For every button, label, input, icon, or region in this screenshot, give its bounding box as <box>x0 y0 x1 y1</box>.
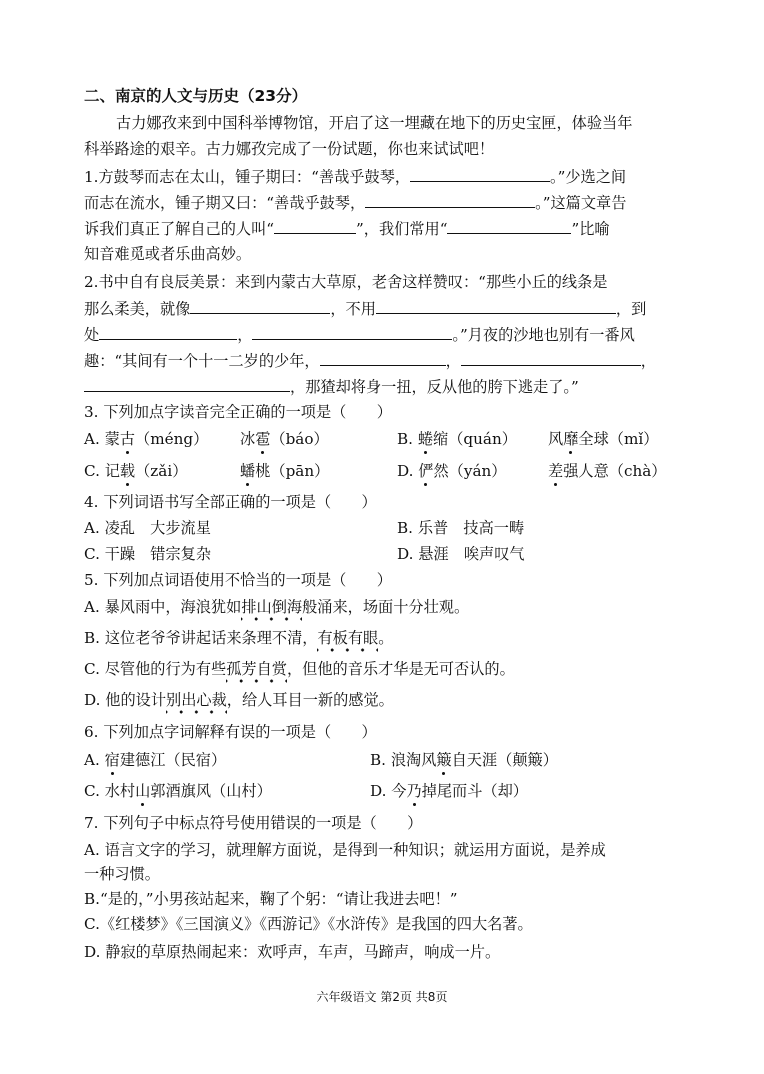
dotted-char: 蜷 <box>417 430 434 448</box>
intro-line-1: 古力娜孜来到中国科举博物馆，开启了这一埋藏在地下的历史宝匣，体验当年 <box>116 114 633 132</box>
answer-blank[interactable] <box>447 218 571 234</box>
answer-blank[interactable] <box>410 166 550 182</box>
dotted-char: 古 <box>119 430 135 448</box>
answer-blank[interactable] <box>274 218 356 234</box>
answer-blank[interactable] <box>365 192 535 208</box>
q3-option-a2: 冰雹（báo） <box>240 430 329 448</box>
q6-option-d[interactable]: D. 今乃掉尾而斗（却） <box>370 782 528 800</box>
answer-blank[interactable] <box>461 350 641 366</box>
q1-text: 1.方鼓琴而志在太山，锺子期曰：“善哉乎鼓琴， <box>84 168 411 186</box>
answer-blank[interactable] <box>252 324 452 340</box>
q3-option-c2: 蟠桃（pān） <box>240 462 330 480</box>
dotted-char: 差 <box>548 462 564 480</box>
q5-option-c[interactable]: C. 尽管他的行为有些孤芳自赏，但他的音乐才华是无可否认的。 <box>84 659 515 679</box>
q7-option-c[interactable]: C.《红楼梦》《三国演义》《西游记》《水浒传》是我国的四大名著。 <box>84 915 533 933</box>
q4-option-c[interactable]: C. 干躁 错宗复杂 <box>84 545 212 563</box>
dotted-char: 俨 <box>418 462 434 480</box>
q2-text: 处 <box>84 326 100 344</box>
q1-text: 而志在流水，锺子期又曰：“善哉乎鼓琴， <box>84 194 366 212</box>
section-title: 二、南京的人文与历史（23分） <box>84 87 308 105</box>
q7-option-d[interactable]: D. 静寂的草原热闹起来：欢呼声，车声，马蹄声，响成一片。 <box>84 943 501 961</box>
q6-option-b[interactable]: B. 浪淘风簸自天涯（颠簸） <box>370 751 558 769</box>
q3-option-d1[interactable]: D. 俨然（yán） <box>397 462 507 480</box>
answer-blank[interactable] <box>376 298 616 314</box>
dotted-word: 有板有眼 <box>317 629 378 652</box>
q3-row-cd <box>84 461 684 481</box>
dotted-char: 靡 <box>563 430 579 448</box>
q2-line-2 <box>84 298 646 319</box>
answer-blank[interactable] <box>320 350 446 366</box>
q2-text: ，到 <box>615 300 647 318</box>
q1-text: ”，我们常用“ <box>356 220 448 238</box>
q5-stem: 5. 下列加点词语使用不恰当的一项是（ ） <box>84 571 392 589</box>
q3-option-b1[interactable]: B. 蜷缩（quán） <box>397 430 517 448</box>
q2-text: ， <box>445 352 461 370</box>
q1-line-1 <box>84 166 626 187</box>
q1-line-2 <box>84 192 626 213</box>
q7-stem: 7. 下列句子中标点符号使用错误的一项是（ ） <box>84 814 423 832</box>
q3-option-a1[interactable]: A. 蒙古（méng） <box>84 430 209 448</box>
q2-text: ，那猹却将身一扭，反从他的胯下逃走了。” <box>290 378 579 396</box>
q1-line-3 <box>84 218 610 239</box>
answer-blank[interactable] <box>190 298 330 314</box>
q1-text: 诉我们真正了解自己的人叫“ <box>84 220 275 238</box>
q3-option-c1[interactable]: C. 记载（zǎi） <box>84 462 188 480</box>
q3-row-ab <box>84 429 684 449</box>
intro-line-2: 科举路途的艰辛。古力娜孜完成了一份试题，你也来试试吧！ <box>84 140 495 158</box>
dotted-char: 山 <box>135 782 151 800</box>
q1-text: ”比喻 <box>571 220 610 238</box>
q5-option-a[interactable]: A. 暴风雨中，海浪犹如排山倒海般涌来，场面十分壮观。 <box>84 597 469 617</box>
q3-option-b2: 风靡全球（mǐ） <box>548 430 659 448</box>
q4-option-d[interactable]: D. 悬涯 唉声叹气 <box>397 545 525 563</box>
q1-text: 。”这篇文章告 <box>535 194 627 212</box>
dotted-word: 别出心裁 <box>166 691 227 714</box>
q2-text: 那么柔美，就像 <box>84 300 191 318</box>
q6-option-a[interactable]: A. 宿建德江（民宿） <box>84 751 227 769</box>
q2-text: 。”月夜的沙地也别有一番风 <box>452 326 635 344</box>
q4-option-b[interactable]: B. 乐普 技高一畴 <box>397 519 525 537</box>
q1-line-4: 知音难觅或者乐曲高妙。 <box>84 245 252 263</box>
q2-line-3 <box>84 324 635 345</box>
q2-line-1: 2.书中自有良辰美景：来到内蒙古大草原，老舍这样赞叹：“那些小丘的线条是 <box>84 273 608 291</box>
q6-stem: 6. 下列加点字词解释有误的一项是（ ） <box>84 723 377 741</box>
q7-option-a-cont: 一种习惯。 <box>84 865 160 883</box>
page-footer: 六年级语文 第2页 共8页 <box>316 990 448 1004</box>
q3-stem: 3. 下列加点字读音完全正确的一项是（ ） <box>84 403 392 421</box>
q7-option-b[interactable]: B.“是的，”小男孩站起来，鞠了个躬：“请让我进去吧！” <box>84 890 458 908</box>
q5-option-b[interactable]: B. 这位老爷爷讲起话来条理不清，有板有眼。 <box>84 628 393 648</box>
q5-option-d[interactable]: D. 他的设计别出心裁，给人耳目一新的感觉。 <box>84 690 394 710</box>
q1-text: 。”少选之间 <box>550 168 627 186</box>
dotted-char: 宿 <box>104 751 120 769</box>
q2-text: ， <box>237 326 253 344</box>
dotted-word: 排山倒海 <box>241 598 302 621</box>
dotted-char: 雹 <box>255 430 271 448</box>
q2-line-5 <box>84 376 579 397</box>
q2-text: ，不用 <box>330 300 376 318</box>
q4-stem: 4. 下列词语书写全部正确的一项是（ ） <box>84 493 377 511</box>
dotted-word: 孤芳自赏 <box>226 660 287 683</box>
answer-blank[interactable] <box>84 376 290 392</box>
dotted-char: 蟠 <box>240 462 256 480</box>
q2-text: 趣：“其间有一个十一二岁的少年， <box>84 352 320 370</box>
dotted-char: 乃 <box>406 782 422 800</box>
dotted-char: 簸 <box>436 751 452 769</box>
q7-option-a[interactable]: A. 语言文字的学习，就理解方面说，是得到一种知识；就运用方面说，是养成 <box>84 841 606 859</box>
q2-line-4 <box>84 350 656 371</box>
q3-option-d2: 差强人意（chà） <box>548 462 667 480</box>
q2-text: ， <box>640 352 656 370</box>
answer-blank[interactable] <box>99 324 237 340</box>
q6-option-c[interactable]: C. 水村山郭酒旗风（山村） <box>84 782 272 800</box>
q4-option-a[interactable]: A. 凌乱 大步流星 <box>84 519 211 537</box>
dotted-char: 载 <box>119 462 136 480</box>
